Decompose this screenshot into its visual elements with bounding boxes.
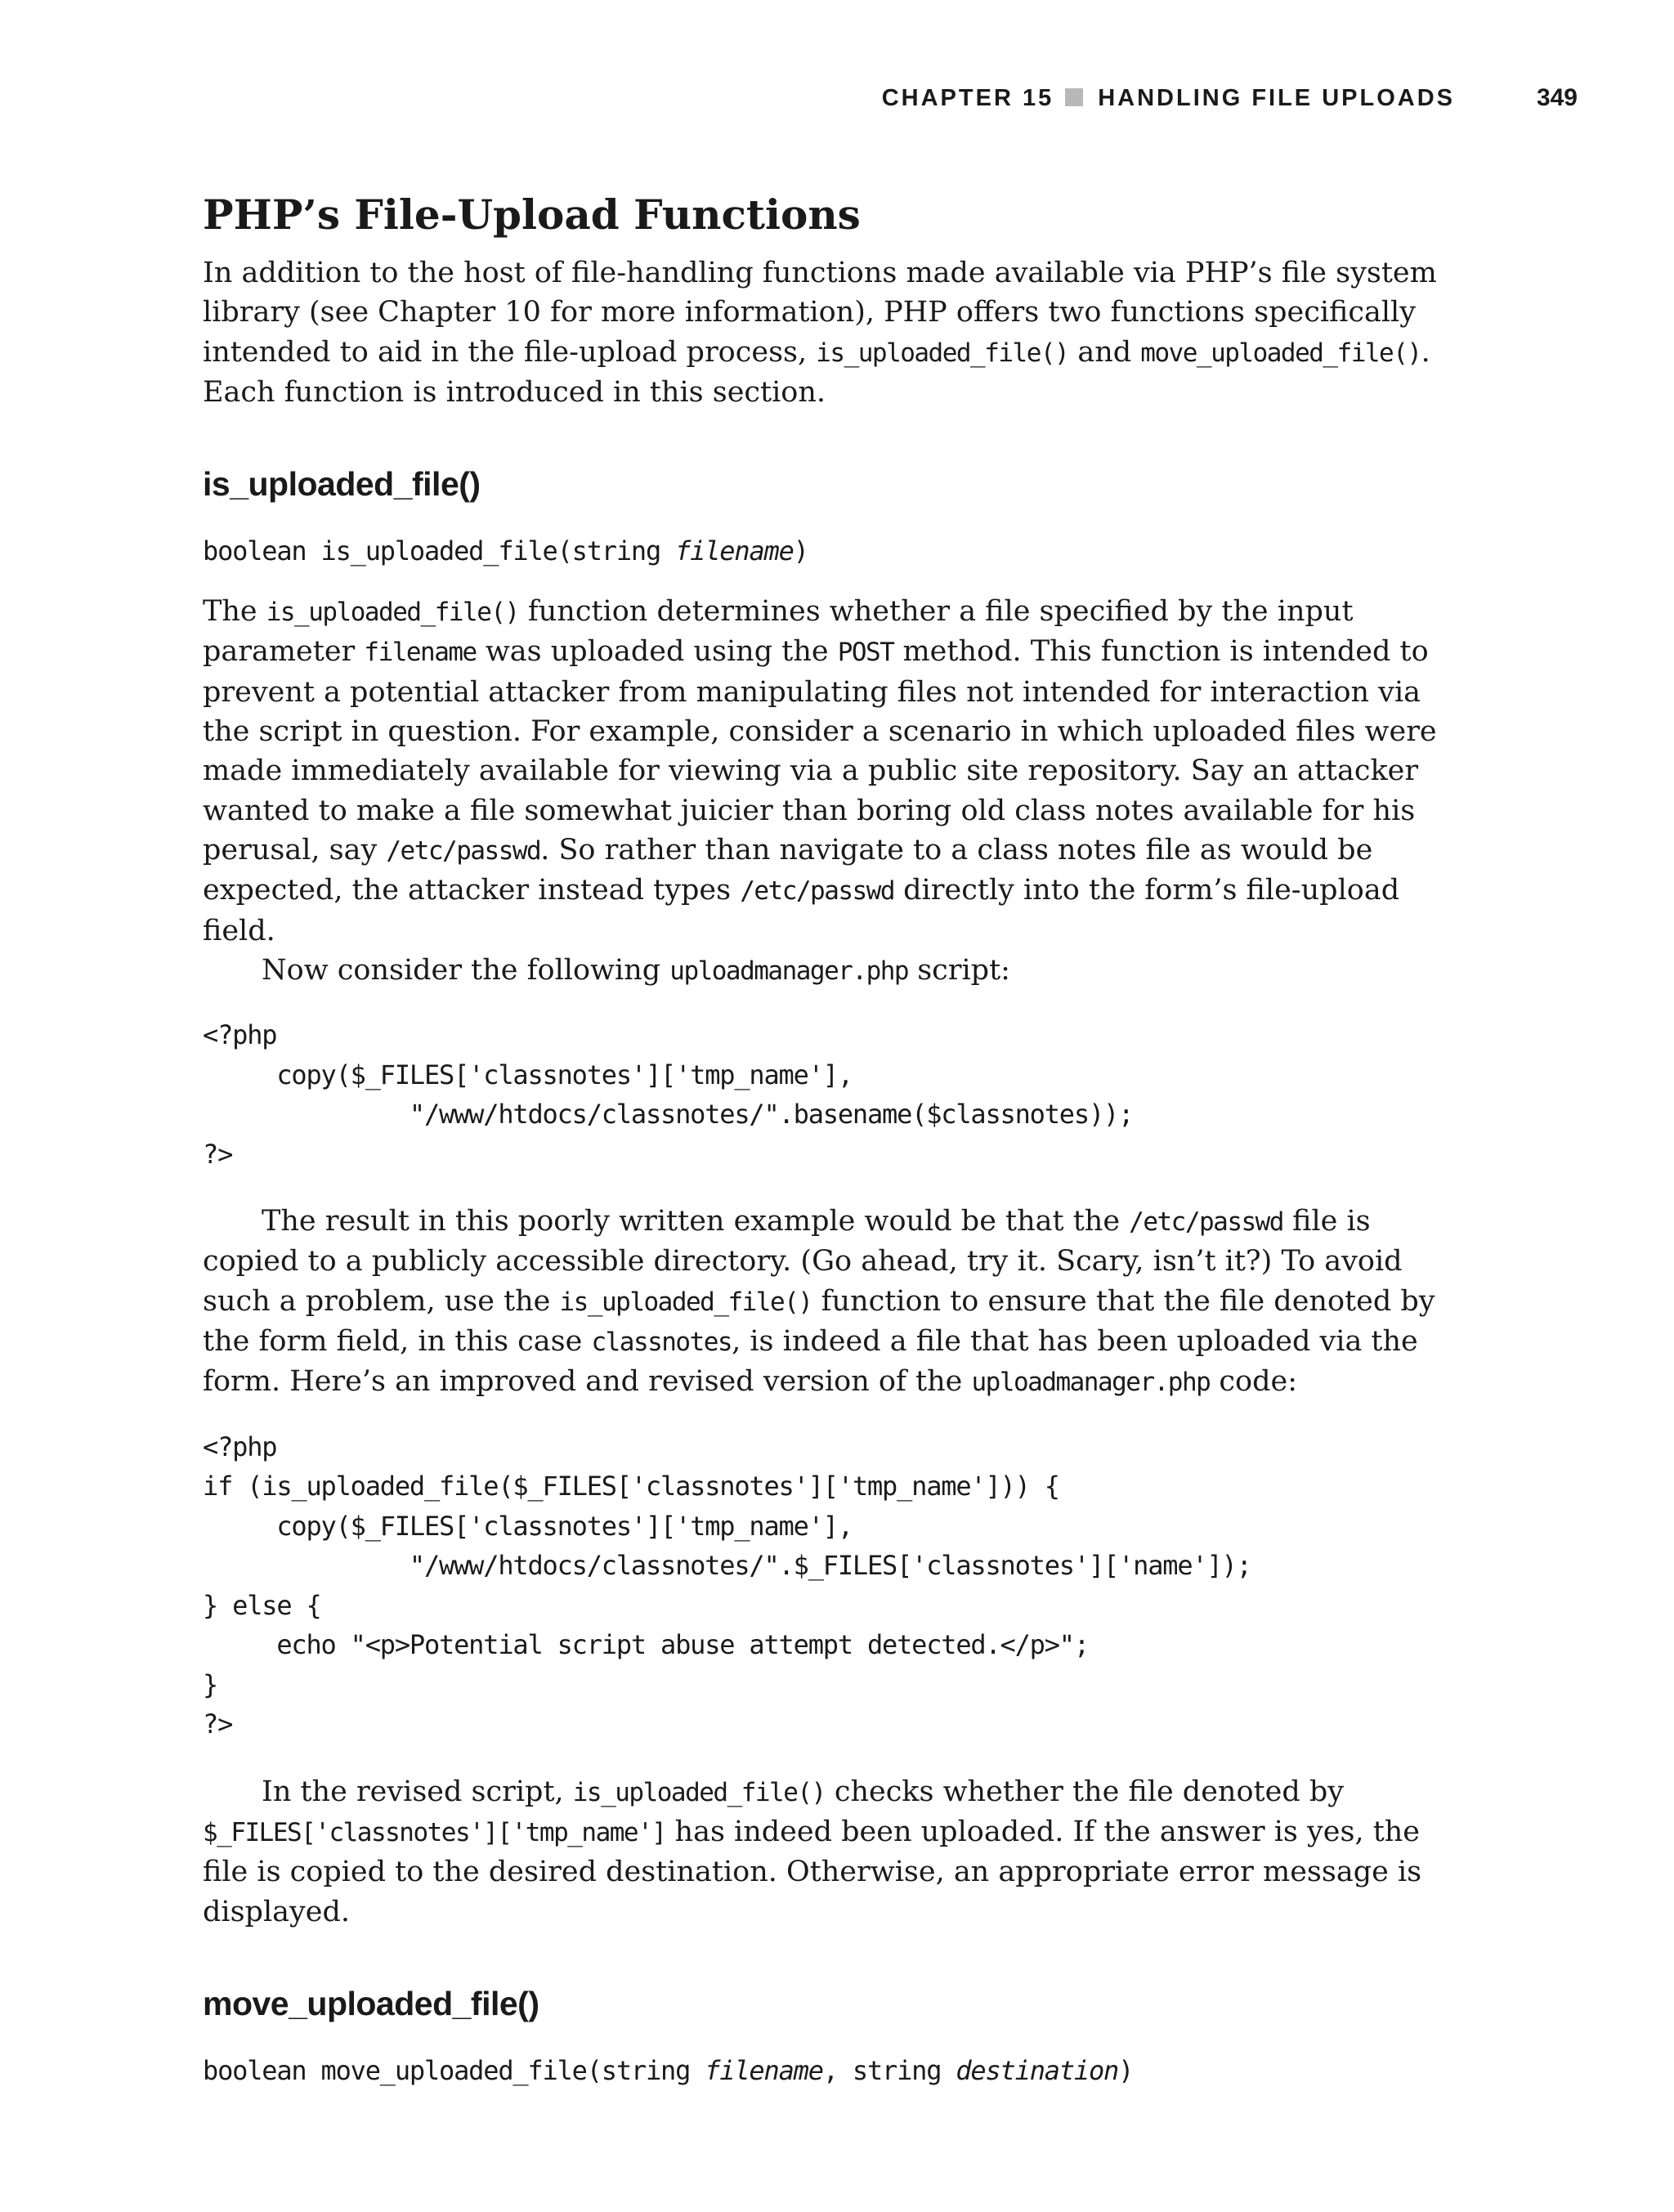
inline-code: is_uploaded_file() [266,598,519,628]
is-uploaded-file-heading: is_uploaded_file() [203,465,481,504]
code-line: "/www/htdocs/classnotes/".$_FILES['classnotes']['name']); [203,1550,1251,1582]
chapter-label: CHAPTER 15 [881,85,1054,111]
inline-code: /etc/passwd [1129,1207,1283,1238]
move-uploaded-file-heading: move_uploaded_file() [203,1984,539,2022]
body-text: code: [1210,1365,1297,1399]
code-line: } else { [203,1589,321,1621]
code-line: echo "<p>Potential script abuse attempt detected.</p>"; [203,1629,1089,1661]
body-text: was uploaded using the [476,635,838,669]
code-line: "/www/htdocs/classnotes/".basename($classnotes)); [203,1099,1134,1131]
signature-text: , string [822,2054,956,2086]
inline-code: move_uploaded_file() [1140,338,1421,368]
is-uploaded-file-description [203,592,1453,951]
intro-text: . Each function is introduced in this section. [203,335,1430,409]
inline-code: classnotes [591,1328,732,1358]
code-line: copy($_FILES['classnotes']['tmp_name'], [203,1510,853,1542]
body-text: function to ensure that the file denoted by the form field, in this case [203,1284,1435,1359]
code-line: } [203,1668,218,1700]
running-header [0,82,1674,114]
code-line: <?php [203,1431,277,1462]
inline-code: is_uploaded_file() [816,338,1069,368]
code-line: copy($_FILES['classnotes']['tmp_name'], [203,1059,853,1090]
inline-code: $_FILES['classnotes']['tmp_name'] [203,1817,666,1847]
body-text: has indeed been uploaded. If the answer is yes, the file is copied to the desired destination. Otherwise, an appropriate error message is displayed. [203,1815,1422,1928]
code-listing-revised [203,1427,1453,1744]
signature-param: filename [675,535,794,567]
body-text: function determines whether a file specified by the input parameter [203,595,1354,669]
section-title: PHP’s File-Upload Functions [203,190,861,239]
inline-code: /etc/passwd [386,835,541,866]
consider-script-paragraph [203,951,1453,991]
chapter-header [882,82,1455,114]
move-uploaded-file-signature [203,2051,1453,2090]
body-text: The result in this poorly written example would be that the [262,1205,1130,1238]
code-line: ?> [203,1708,233,1740]
inline-code: uploadmanager.php [971,1368,1211,1398]
body-text: In the revised script, [262,1775,573,1808]
intro-paragraph [203,253,1453,412]
code-line: if (is_uploaded_file($_FILES['classnotes']['tmp_name'])) { [203,1471,1059,1502]
body-text: directly into the form’s file-upload field. [203,874,1400,947]
code-line: <?php [203,1019,277,1051]
body-text: The [203,595,266,629]
page-content [203,186,1453,2090]
inline-code: uploadmanager.php [669,956,909,986]
chapter-title: HANDLING FILE UPLOADS [1098,85,1455,111]
is-uploaded-file-signature [203,531,1453,571]
signature-param: destination [956,2054,1119,2086]
signature-text: boolean is_uploaded_file(string [203,535,676,567]
body-text: file is copied to a publicly accessible directory. (Go ahead, try it. Scary, isn’t it?) To avoid such a problem, use the [203,1205,1403,1318]
inline-code: is_uploaded_file() [572,1777,826,1807]
signature-text: ) [793,535,808,567]
revised-script-paragraph [203,1772,1453,1932]
body-text: , is indeed a file that has been uploaded via the form. Here’s an improved and revised version of the [203,1325,1418,1399]
intro-text: In addition to the host of file-handling functions made available via PHP’s file system library (see Chapter 10 for more information), PHP offers two functions specifically intended to aid in the file-upload process, [203,257,1437,369]
intro-text: and [1068,335,1141,369]
code-line: ?> [203,1138,233,1170]
signature-text: boolean move_uploaded_file(string [203,2054,705,2086]
signature-param: filename [705,2054,823,2086]
signature-text: ) [1118,2054,1134,2086]
body-text: script: [908,953,1010,987]
body-text: Now consider the following [262,953,670,987]
body-text: method. This function is intended to prevent a potential attacker from manipulating files not intended for interaction via the script in question. For example, consider a scenario in which uploaded files were made immediately available for viewing via a public site repository. Say an attacker wanted to make a file somewhat juicier than boring old class notes available for his perusal, say [203,635,1437,866]
result-explanation-paragraph [203,1202,1453,1402]
inline-code: filename [364,638,477,668]
header-separator-square [1065,88,1083,106]
page-number: 349 [1536,84,1578,111]
code-listing-original [203,1015,1453,1174]
body-text: . So rather than navigate to a class notes file as would be expected, the attacker instead types [203,833,1373,907]
inline-code: is_uploaded_file() [559,1287,812,1317]
inline-code: /etc/passwd [740,876,895,907]
body-text: checks whether the file denoted by [825,1775,1345,1808]
inline-code: POST [837,638,894,668]
